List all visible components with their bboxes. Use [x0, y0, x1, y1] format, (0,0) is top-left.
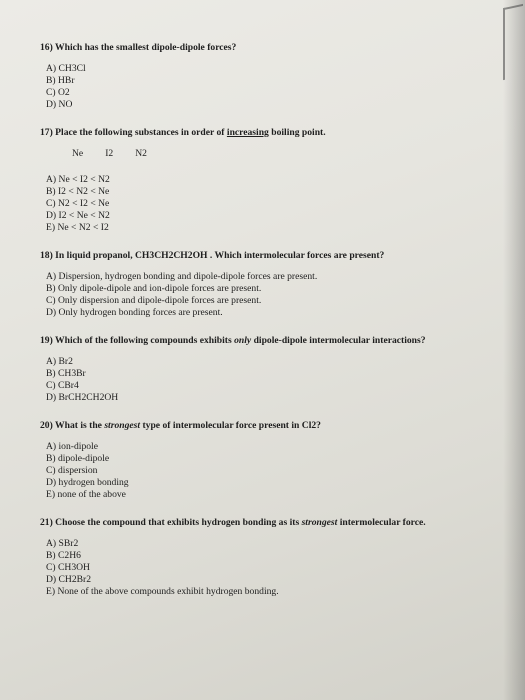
question-21-prompt-emphasis: strongest — [301, 517, 338, 528]
question-17-option-c: C) N2 < I2 < Ne — [46, 198, 110, 209]
question-17-option-e: E) Ne < N2 < I2 — [46, 222, 109, 233]
question-20-prompt-post: type of intermolecular force present in Cl2? — [140, 420, 321, 431]
question-19-option-b: B) CH3Br — [46, 368, 86, 379]
question-21-option-a: A) SBr2 — [46, 538, 79, 549]
question-19-option-c: C) CBr4 — [46, 380, 79, 391]
question-18-option-a: A) Dispersion, hydrogen bonding and dipole-dipole forces are present. — [46, 271, 318, 282]
question-21-option-e: E) None of the above compounds exhibit hydrogen bonding. — [46, 586, 279, 597]
question-21-option-d: D) CH2Br2 — [46, 574, 92, 585]
question-16 — [40, 42, 490, 111]
question-20-option-e: E) none of the above — [46, 489, 126, 500]
question-20-prompt — [40, 420, 490, 432]
question-18 — [40, 250, 490, 319]
question-21 — [40, 517, 490, 598]
question-18-option-b: B) Only dipole-dipole and ion-dipole forces are present. — [46, 283, 262, 294]
question-16-option-d: D) NO — [46, 99, 73, 110]
substance-i2: I2 — [105, 148, 114, 159]
question-21-prompt — [40, 517, 490, 529]
substance-n2: N2 — [135, 148, 147, 159]
question-18-option-d: D) Only hydrogen bonding forces are present. — [46, 307, 223, 318]
question-19-prompt — [40, 335, 490, 347]
question-17-option-a: A) Ne < I2 < N2 — [46, 174, 110, 185]
question-21-option-c: C) CH3OH — [46, 562, 90, 573]
question-17-prompt-post: boiling point. — [268, 127, 326, 138]
question-19-prompt-post: dipole-dipole intermolecular interactions? — [251, 335, 426, 346]
question-16-option-b: B) HBr — [46, 75, 75, 86]
question-17-prompt-pre: 17) Place the following substances in order of — [40, 127, 227, 138]
binder-clip-mark — [503, 4, 523, 80]
question-21-prompt-post: intermolecular force. — [337, 517, 426, 528]
question-16-option-a: A) CH3Cl — [46, 63, 86, 74]
substance-ne: Ne — [72, 148, 84, 159]
question-18-prompt: 18) In liquid propanol, CH3CH2CH2OH . Which intermolecular forces are present? — [40, 250, 385, 261]
question-17-option-d: D) I2 < Ne < N2 — [46, 210, 110, 221]
question-20-prompt-emphasis: strongest — [104, 420, 141, 431]
question-16-option-c: C) O2 — [46, 87, 70, 98]
question-20-prompt-pre: 20) What is the — [40, 420, 105, 431]
question-16-prompt: 16) Which has the smallest dipole-dipole forces? — [40, 42, 237, 53]
question-20-option-d: D) hydrogen bonding — [46, 477, 129, 488]
question-19-prompt-emphasis: only — [234, 335, 252, 346]
question-21-option-b: B) C2H6 — [46, 550, 81, 561]
question-19-prompt-pre: 19) Which of the following compounds exhibits — [40, 335, 235, 346]
question-17-substances — [40, 148, 490, 160]
question-19-option-d: D) BrCH2CH2OH — [46, 392, 119, 403]
question-19 — [40, 335, 490, 404]
question-19-option-a: A) Br2 — [46, 356, 73, 367]
question-20-option-b: B) dipole-dipole — [46, 453, 110, 464]
question-21-prompt-pre: 21) Choose the compound that exhibits hydrogen bonding as its — [40, 517, 302, 528]
question-20-option-a: A) ion-dipole — [46, 441, 98, 452]
question-17 — [40, 127, 490, 234]
question-20-option-c: C) dispersion — [46, 465, 98, 476]
page-edge-shadow — [503, 0, 525, 700]
question-18-option-c: C) Only dispersion and dipole-dipole forces are present. — [46, 295, 262, 306]
question-17-prompt — [40, 127, 490, 139]
question-20 — [40, 420, 490, 501]
question-list — [40, 42, 490, 598]
question-17-prompt-emphasis: increasing — [226, 127, 269, 138]
question-17-option-b: B) I2 < N2 < Ne — [46, 186, 110, 197]
